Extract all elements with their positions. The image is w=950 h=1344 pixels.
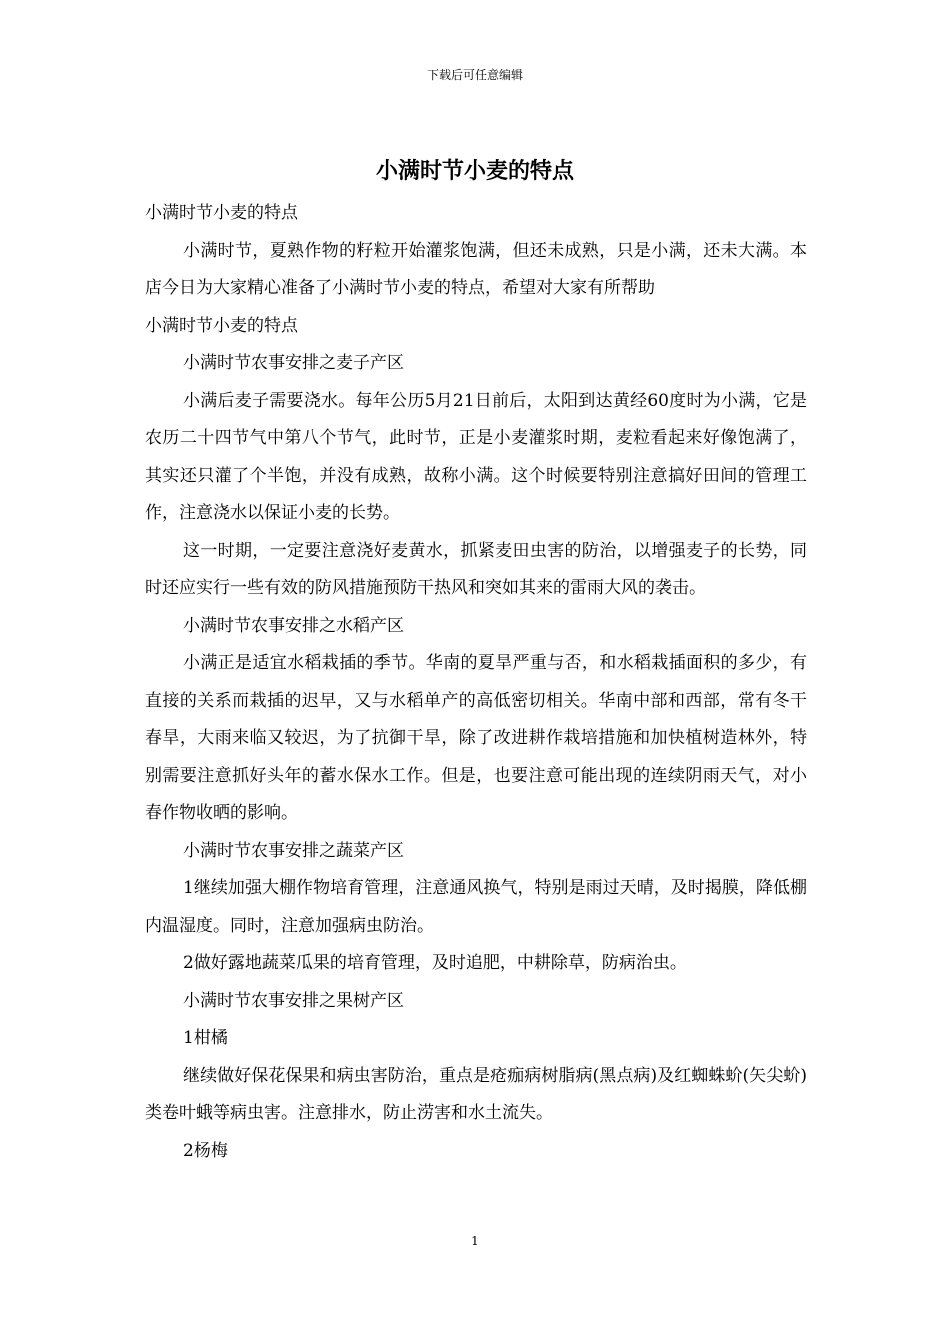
paragraph: 小满时节，夏熟作物的籽粒开始灌浆饱满，但还未成熟，只是小满，还未大满。本店今日为大家精心准备了小满时节小麦的特点，希望对大家有所帮助: [145, 240, 807, 298]
list-item: 1继续加强大棚作物培育管理，注意通风换气，特别是雨过天晴，及时揭膜，降低棚内温湿度。同时，注意加强病虫防治。: [145, 878, 807, 936]
paragraph: 小满时节小麦的特点: [145, 203, 298, 223]
paragraph: 小满正是适宜水稻栽插的季节。华南的夏旱严重与否，和水稻栽插面积的多少，有直接的关系而栽插的迟早，又与水稻单产的高低密切相关。华南中部和西部，常有冬干春旱，大雨来临又较迟，为了抗御干旱，除了改进耕作栽培措施和加快植树造林外，特别需要注意抓好头年的蓄水保水工作。但是，也要注意可能出现的连续阴雨天气，对小春作物收晒的影响。: [145, 653, 807, 823]
section-heading: 小满时节农事安排之果树产区: [183, 990, 404, 1011]
paragraph: 这一时期，一定要注意浇好麦黄水，抓紧麦田虫害的防治，以增强麦子的长势，同时还应实行一些有效的防风措施预防干热风和突如其来的雷雨大风的袭击。: [145, 540, 807, 598]
section-heading: 小满时节农事安排之蔬菜产区: [183, 840, 404, 861]
subsection-heading: 2杨梅: [183, 1140, 228, 1161]
paragraph: 继续做好保花保果和病虫害防治，重点是疮痂病树脂病(黑点病)及红蜘蛛蚧(矢尖蚧)类卷叶蛾等病虫害。注意排水，防止涝害和水土流失。: [145, 1065, 807, 1123]
page-number: 1: [471, 1234, 479, 1248]
document-body: [145, 195, 807, 1170]
paragraph: 小满后麦子需要浇水。每年公历5月21日前后，太阳到达黄经60度时为小满，它是农历二十四节气中第八个节气，此时节，正是小麦灌浆时期，麦粒看起来好像饱满了，其实还只灌了个半饱，并没有成熟，故称小满。这个时候要特别注意搞好田间的管理工作，注意浇水以保证小麦的长势。: [145, 390, 807, 523]
header-note: 下载后可任意编辑: [426, 68, 523, 82]
subsection-heading: 1柑橘: [183, 1028, 228, 1048]
list-item: 2做好露地蔬菜瓜果的培育管理，及时追肥，中耕除草，防病治虫。: [183, 953, 687, 973]
document-title: 小满时节小麦的特点: [375, 158, 574, 184]
section-heading: 小满时节农事安排之水稻产区: [183, 615, 404, 636]
section-heading: 小满时节农事安排之麦子产区: [183, 353, 404, 373]
paragraph: 小满时节小麦的特点: [145, 315, 298, 336]
